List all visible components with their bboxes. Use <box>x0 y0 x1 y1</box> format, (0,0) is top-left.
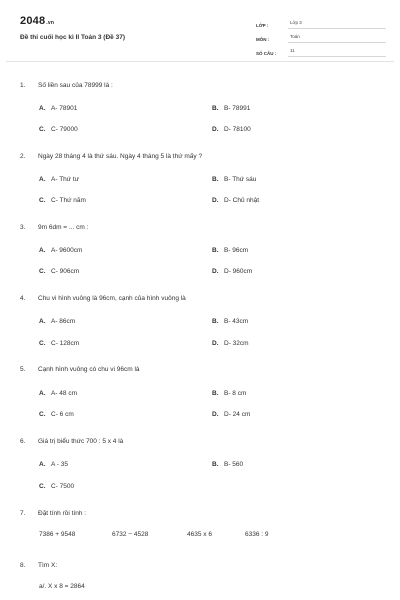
option-6b[interactable]: B. B- 560 <box>212 461 244 468</box>
exam-meta <box>256 15 386 57</box>
option-1c[interactable]: C. C- 79000 <box>39 126 78 133</box>
option-1b[interactable]: B. B- 78991 <box>212 105 251 112</box>
expression-2: 6732 − 4528 <box>112 531 149 538</box>
option-4d[interactable]: D. D- 32cm <box>212 340 249 347</box>
option-2a[interactable]: A. A- Thứ tư <box>39 176 80 183</box>
question-6: 6. Giá trị biểu thức 700 : 5 x 4 là <box>20 438 124 445</box>
expression-4: 6336 : 9 <box>245 531 269 538</box>
option-1d[interactable]: D. D- 78100 <box>212 126 251 133</box>
option-6a[interactable]: A. A - 35 <box>39 461 68 468</box>
option-1a[interactable]: A. A- 78901 <box>39 105 78 112</box>
question-8: 8. Tìm X: <box>20 562 58 569</box>
meta-class: LỚP : Lớp 3 <box>256 15 386 29</box>
option-5c[interactable]: C. C- 6 cm <box>39 411 74 418</box>
option-3d[interactable]: D. D- 960cm <box>212 268 253 275</box>
option-2d[interactable]: D. D- Chủ nhật <box>212 197 260 204</box>
question-7: 7. Đặt tính rồi tính : <box>20 510 87 517</box>
option-5d[interactable]: D. D- 24 cm <box>212 411 251 418</box>
option-4b[interactable]: B. B- 43cm <box>212 318 249 325</box>
option-6c[interactable]: C. C- 7500 <box>39 483 75 490</box>
option-3b[interactable]: B. B- 96cm <box>212 247 249 254</box>
site-logo[interactable]: 2048.vn <box>20 15 55 27</box>
expression-3: 4635 x 6 <box>187 531 212 538</box>
option-2c[interactable]: C. C- Thứ năm <box>39 197 86 204</box>
option-4c[interactable]: C. C- 128cm <box>39 340 80 347</box>
option-4a[interactable]: A. A- 86cm <box>39 318 76 325</box>
find-x-line-a: a/. X x 8 = 2864 <box>39 583 85 590</box>
question-2: 2. Ngày 28 tháng 4 là thứ sáu. Ngày 4 tháng 5 là thứ mấy ? <box>20 153 203 160</box>
question-1: 1. Số liền sau của 78999 là : <box>20 82 113 89</box>
meta-subject: MÔN : Toán <box>256 29 386 43</box>
question-4: 4. Chu vi hình vuông là 96cm, cạnh của hình vuông là <box>20 295 186 302</box>
option-5b[interactable]: B. B- 8 cm <box>212 390 247 397</box>
option-3a[interactable]: A. A- 9600cm <box>39 247 83 254</box>
option-2b[interactable]: B. B- Thứ sáu <box>212 176 257 183</box>
question-5: 5. Cạnh hình vuông có chu vi 96cm là <box>20 366 140 373</box>
expression-1: 7386 + 9548 <box>39 531 76 538</box>
question-3: 3. 9m 6dm = ... cm : <box>20 224 89 231</box>
exam-title: Đề thi cuối học kì II Toán 3 (Đề 37) <box>20 34 125 41</box>
option-5a[interactable]: A. A- 48 cm <box>39 390 78 397</box>
exam-header <box>6 0 394 62</box>
meta-question-count: SỐ CÂU : 11 <box>256 43 386 57</box>
option-3c[interactable]: C. C- 906cm <box>39 268 80 275</box>
